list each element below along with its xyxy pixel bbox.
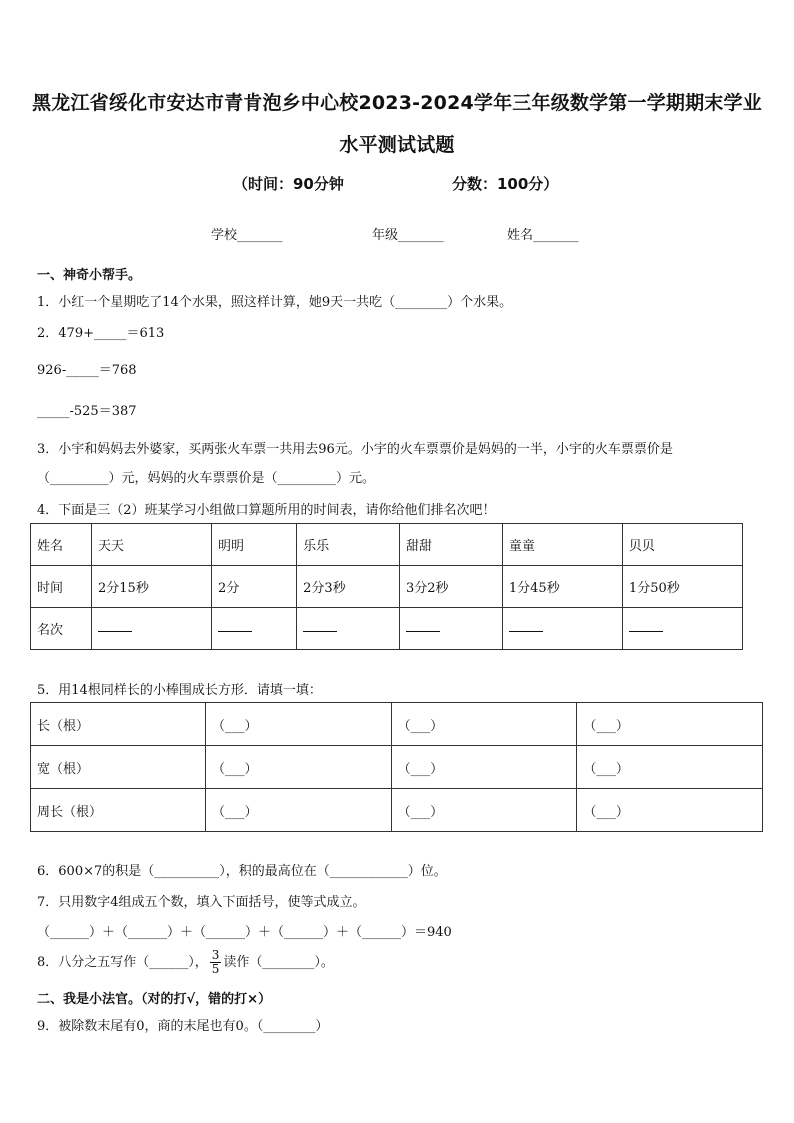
rank-blank — [212, 608, 297, 650]
table-row — [31, 608, 743, 650]
student-time: 2分 — [212, 566, 297, 608]
answer-cell: （___） — [206, 789, 392, 832]
fraction-three-fifths — [210, 949, 222, 976]
student-name: 贝贝 — [622, 524, 742, 566]
title-line-1: 黑龙江省绥化市安达市青肯泡乡中心校2023-2024学年三年级数学第一学期期末学业 — [32, 92, 762, 114]
question-2-line-3: _____-525＝387 — [37, 404, 137, 419]
rank-blank — [400, 608, 503, 650]
row-header: 名次 — [31, 608, 92, 650]
school-field: 学校_______ — [211, 228, 283, 243]
table-row — [31, 789, 763, 832]
question-2-line-2: 926-_____＝768 — [37, 363, 137, 378]
question-3-line-2: （_________）元，妈妈的火车票票价是（_________）元。 — [37, 471, 376, 486]
answer-cell: （___） — [391, 746, 577, 789]
question-9: 9．被除数末尾有0，商的末尾也有0。（________） — [37, 1019, 329, 1034]
question-8-part-2: 读作（________）。 — [223, 955, 334, 970]
table-row — [31, 746, 763, 789]
exam-time: （时间：90分钟 — [233, 175, 344, 193]
question-4: 4．下面是三（2）班某学习小组做口算题所用的时间表，请你给他们排名次吧！ — [37, 503, 496, 518]
answer-cell: （___） — [206, 746, 392, 789]
question-5: 5．用14根同样长的小棒围成长方形．请填一填： — [37, 683, 322, 698]
row-header: 时间 — [31, 566, 92, 608]
exam-score: 分数：100分） — [452, 175, 559, 193]
answer-cell: （___） — [577, 746, 763, 789]
question-1: 1．小红一个星期吃了14个水果，照这样计算，她9天一共吃（________）个水果。 — [37, 295, 513, 310]
row-header: 周长（根） — [31, 789, 206, 832]
row-header: 长（根） — [31, 703, 206, 746]
section-2-heading: 二、我是小法官。（对的打√，错的打×） — [37, 992, 272, 1007]
question-3-line-1: 3．小宇和妈妈去外婆家，买两张火车票一共用去96元。小宇的火车票票价是妈妈的一半，小宇的火车票票价是 — [37, 442, 673, 457]
answer-cell: （___） — [577, 789, 763, 832]
question-6: 6．600×7的积是（__________），积的最高位在（____________）位。 — [37, 864, 447, 879]
question-2-line-1: 2．479+_____＝613 — [37, 326, 165, 341]
student-time: 1分50秒 — [622, 566, 742, 608]
grade-field: 年级_______ — [372, 228, 444, 243]
student-name: 明明 — [212, 524, 297, 566]
answer-cell: （___） — [577, 703, 763, 746]
student-name: 甜甜 — [400, 524, 503, 566]
rank-blank — [622, 608, 742, 650]
time-ranking-table — [30, 523, 743, 650]
table-row — [31, 524, 743, 566]
student-name: 乐乐 — [297, 524, 400, 566]
student-time: 2分15秒 — [92, 566, 212, 608]
student-name: 童童 — [502, 524, 622, 566]
question-8-part-1: 8．八分之五写作（______）， — [37, 955, 208, 970]
question-8 — [37, 948, 334, 978]
answer-cell: （___） — [391, 789, 577, 832]
rank-blank — [297, 608, 400, 650]
rectangle-table — [30, 702, 763, 832]
title-line-2: 水平测试试题 — [339, 134, 455, 156]
student-time: 3分2秒 — [400, 566, 503, 608]
student-time: 1分45秒 — [502, 566, 622, 608]
name-field: 姓名_______ — [507, 228, 579, 243]
row-header: 姓名 — [31, 524, 92, 566]
rank-blank — [502, 608, 622, 650]
student-name: 天天 — [92, 524, 212, 566]
answer-cell: （___） — [206, 703, 392, 746]
fraction-numerator: 3 — [211, 948, 220, 962]
fraction-denominator: 5 — [211, 962, 220, 976]
rank-blank — [92, 608, 212, 650]
student-time: 2分3秒 — [297, 566, 400, 608]
table-row — [31, 703, 763, 746]
table-row — [31, 566, 743, 608]
section-1-heading: 一、神奇小帮手。 — [37, 268, 142, 283]
question-7-equation: （______）＋（______）＋（______）＋（______）＋（______）＝940 — [37, 925, 452, 940]
question-7: 7．只用数字4组成五个数，填入下面括号，使等式成立。 — [37, 895, 366, 910]
row-header: 宽（根） — [31, 746, 206, 789]
answer-cell: （___） — [391, 703, 577, 746]
